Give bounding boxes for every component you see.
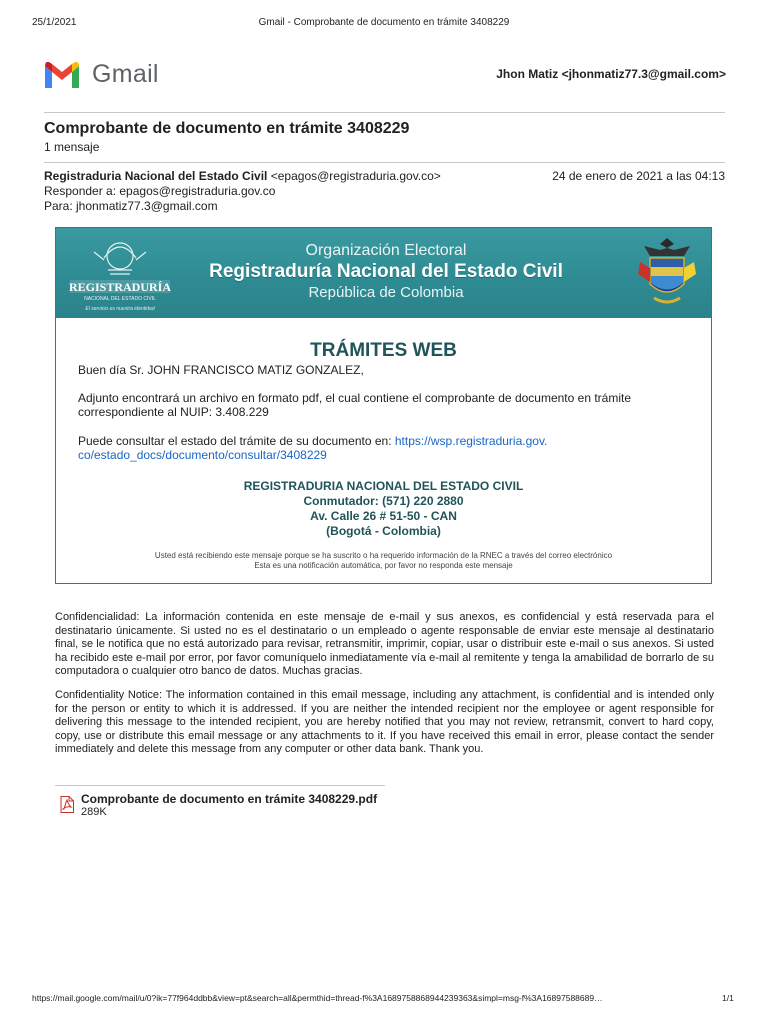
gmail-logo-icon bbox=[42, 60, 82, 90]
notice-line-1: Usted está recibiendo este mensaje porque se ha suscrito o ha requerido información de la RNEC a través del correo electrónico bbox=[154, 551, 613, 560]
print-page-number: 1/1 bbox=[722, 993, 734, 1003]
attachment-size: 289K bbox=[81, 806, 107, 818]
status-link-part-2[interactable]: co/estado_docs/documento/consultar/3408229 bbox=[78, 448, 327, 462]
sender-name: Registraduria Nacional del Estado Civil bbox=[44, 169, 268, 183]
registraduria-logo-icon bbox=[64, 234, 176, 316]
confidentiality-en: Confidentiality Notice: The information contained in this email message, including any attachment, is confidential and is intended only for the person or entity to which it is addressed. If you are neither the intended recipient nor the employee or agent responsible for delivering this message to the intended recipient, you are hereby notified that you may not review, retransmit, convert to hard copy, copy, use or distribute this email message or any attachments to it. If you have received this email in error, please contact the sender immediately and delete this message from any computer or other data bank. Thank you. bbox=[55, 689, 714, 755]
paragraph-status-link bbox=[78, 434, 547, 462]
greeting: Buen día Sr. JOHN FRANCISCO MATIZ GONZALEZ, bbox=[78, 363, 364, 377]
paragraph-line: correspondiente al NUIP: 3.408.229 bbox=[78, 405, 269, 419]
message-date: 24 de enero de 2021 a las 04:13 bbox=[552, 169, 725, 183]
signature-phone: Conmutador: (571) 220 2880 bbox=[303, 494, 464, 508]
confidentiality-es: Confidencialidad: La información contenida en este mensaje de e-mail y sus anexos, es confidencial y está reservada para el destinatario únicamente. Si usted no es el destinatario o un empleado o agente responsable de enviar este mensaje al destinatario final, se le notifica que no está autorizado para revisar, retransmitir, imprimir, copiar, usar o distribuir este e-mail o sus anexos. Si usted ha recibido este e-mail por error, por favor comuníquelo inmediatamente vía e-mail al remitente y tenga la amabilidad de borrarlo de su computadora o cualquier otro banco de datos. Muchas gracias. bbox=[55, 611, 714, 677]
notice-line-2: Esta es una notificación automática, por favor no responda este mensaje bbox=[254, 561, 513, 570]
org-line-3: República de Colombia bbox=[308, 284, 464, 301]
message-count: 1 mensaje bbox=[44, 140, 100, 154]
gmail-wordmark: Gmail bbox=[92, 60, 159, 88]
org-line-1: Organización Electoral bbox=[305, 242, 467, 259]
paragraph-line: Adjunto encontrará un archivo en formato pdf, el cual contiene el comprobante de documento en trámite bbox=[78, 391, 632, 405]
registraduria-banner bbox=[56, 228, 711, 318]
org-line-2: Registraduría Nacional del Estado Civil bbox=[209, 261, 563, 282]
account-identity: Jhon Matiz <jhonmatiz77.3@gmail.com> bbox=[496, 67, 726, 81]
email-body-card bbox=[55, 227, 712, 584]
attachment-divider bbox=[55, 785, 385, 786]
print-page-title: Gmail - Comprobante de documento en trámite 3408229 bbox=[258, 17, 510, 28]
svg-text:NACIONAL DEL ESTADO CIVIL: NACIONAL DEL ESTADO CIVIL bbox=[84, 296, 156, 302]
signature-block bbox=[56, 479, 711, 539]
svg-text:El servicio es nuestra identid: El servicio es nuestra identidad bbox=[85, 306, 155, 312]
organization-heading bbox=[186, 242, 586, 301]
status-link-part-1[interactable]: https://wsp.registraduria.gov. bbox=[394, 434, 548, 448]
print-footer-url: https://mail.google.com/mail/u/0?ik=77f964ddbb&view=pt&search=all&permthid=thread-f%3A1689758868944239363&simpl=msg-f%3A16897588689… bbox=[32, 993, 603, 1003]
attachment-filename[interactable]: Comprobante de documento en trámite 3408229.pdf bbox=[81, 792, 378, 806]
svg-text:REGISTRADURÍA: REGISTRADURÍA bbox=[68, 280, 172, 294]
pdf-file-icon[interactable] bbox=[60, 796, 74, 813]
thread-subject: Comprobante de documento en trámite 3408229 bbox=[44, 120, 410, 137]
print-date: 25/1/2021 bbox=[32, 17, 77, 28]
paragraph-prefix: Puede consultar el estado del trámite de su documento en: bbox=[78, 434, 395, 448]
signature-city: (Bogotá - Colombia) bbox=[326, 524, 441, 538]
paragraph-attachment-info bbox=[78, 391, 631, 419]
colombia-coat-of-arms-icon bbox=[634, 234, 700, 312]
divider bbox=[44, 112, 725, 113]
sender-email[interactable]: <epagos@registraduria.gov.co> bbox=[270, 169, 441, 183]
reply-to: Responder a: epagos@registraduria.gov.co bbox=[44, 184, 276, 198]
recipient: Para: jhonmatiz77.3@gmail.com bbox=[44, 199, 218, 213]
automatic-notice bbox=[56, 551, 711, 571]
sender-line bbox=[44, 169, 441, 183]
signature-address: Av. Calle 26 # 51-50 - CAN bbox=[310, 509, 457, 523]
divider bbox=[44, 162, 725, 163]
signature-org: REGISTRADURIA NACIONAL DEL ESTADO CIVIL bbox=[243, 479, 524, 493]
content-title: TRÁMITES WEB bbox=[310, 340, 457, 361]
